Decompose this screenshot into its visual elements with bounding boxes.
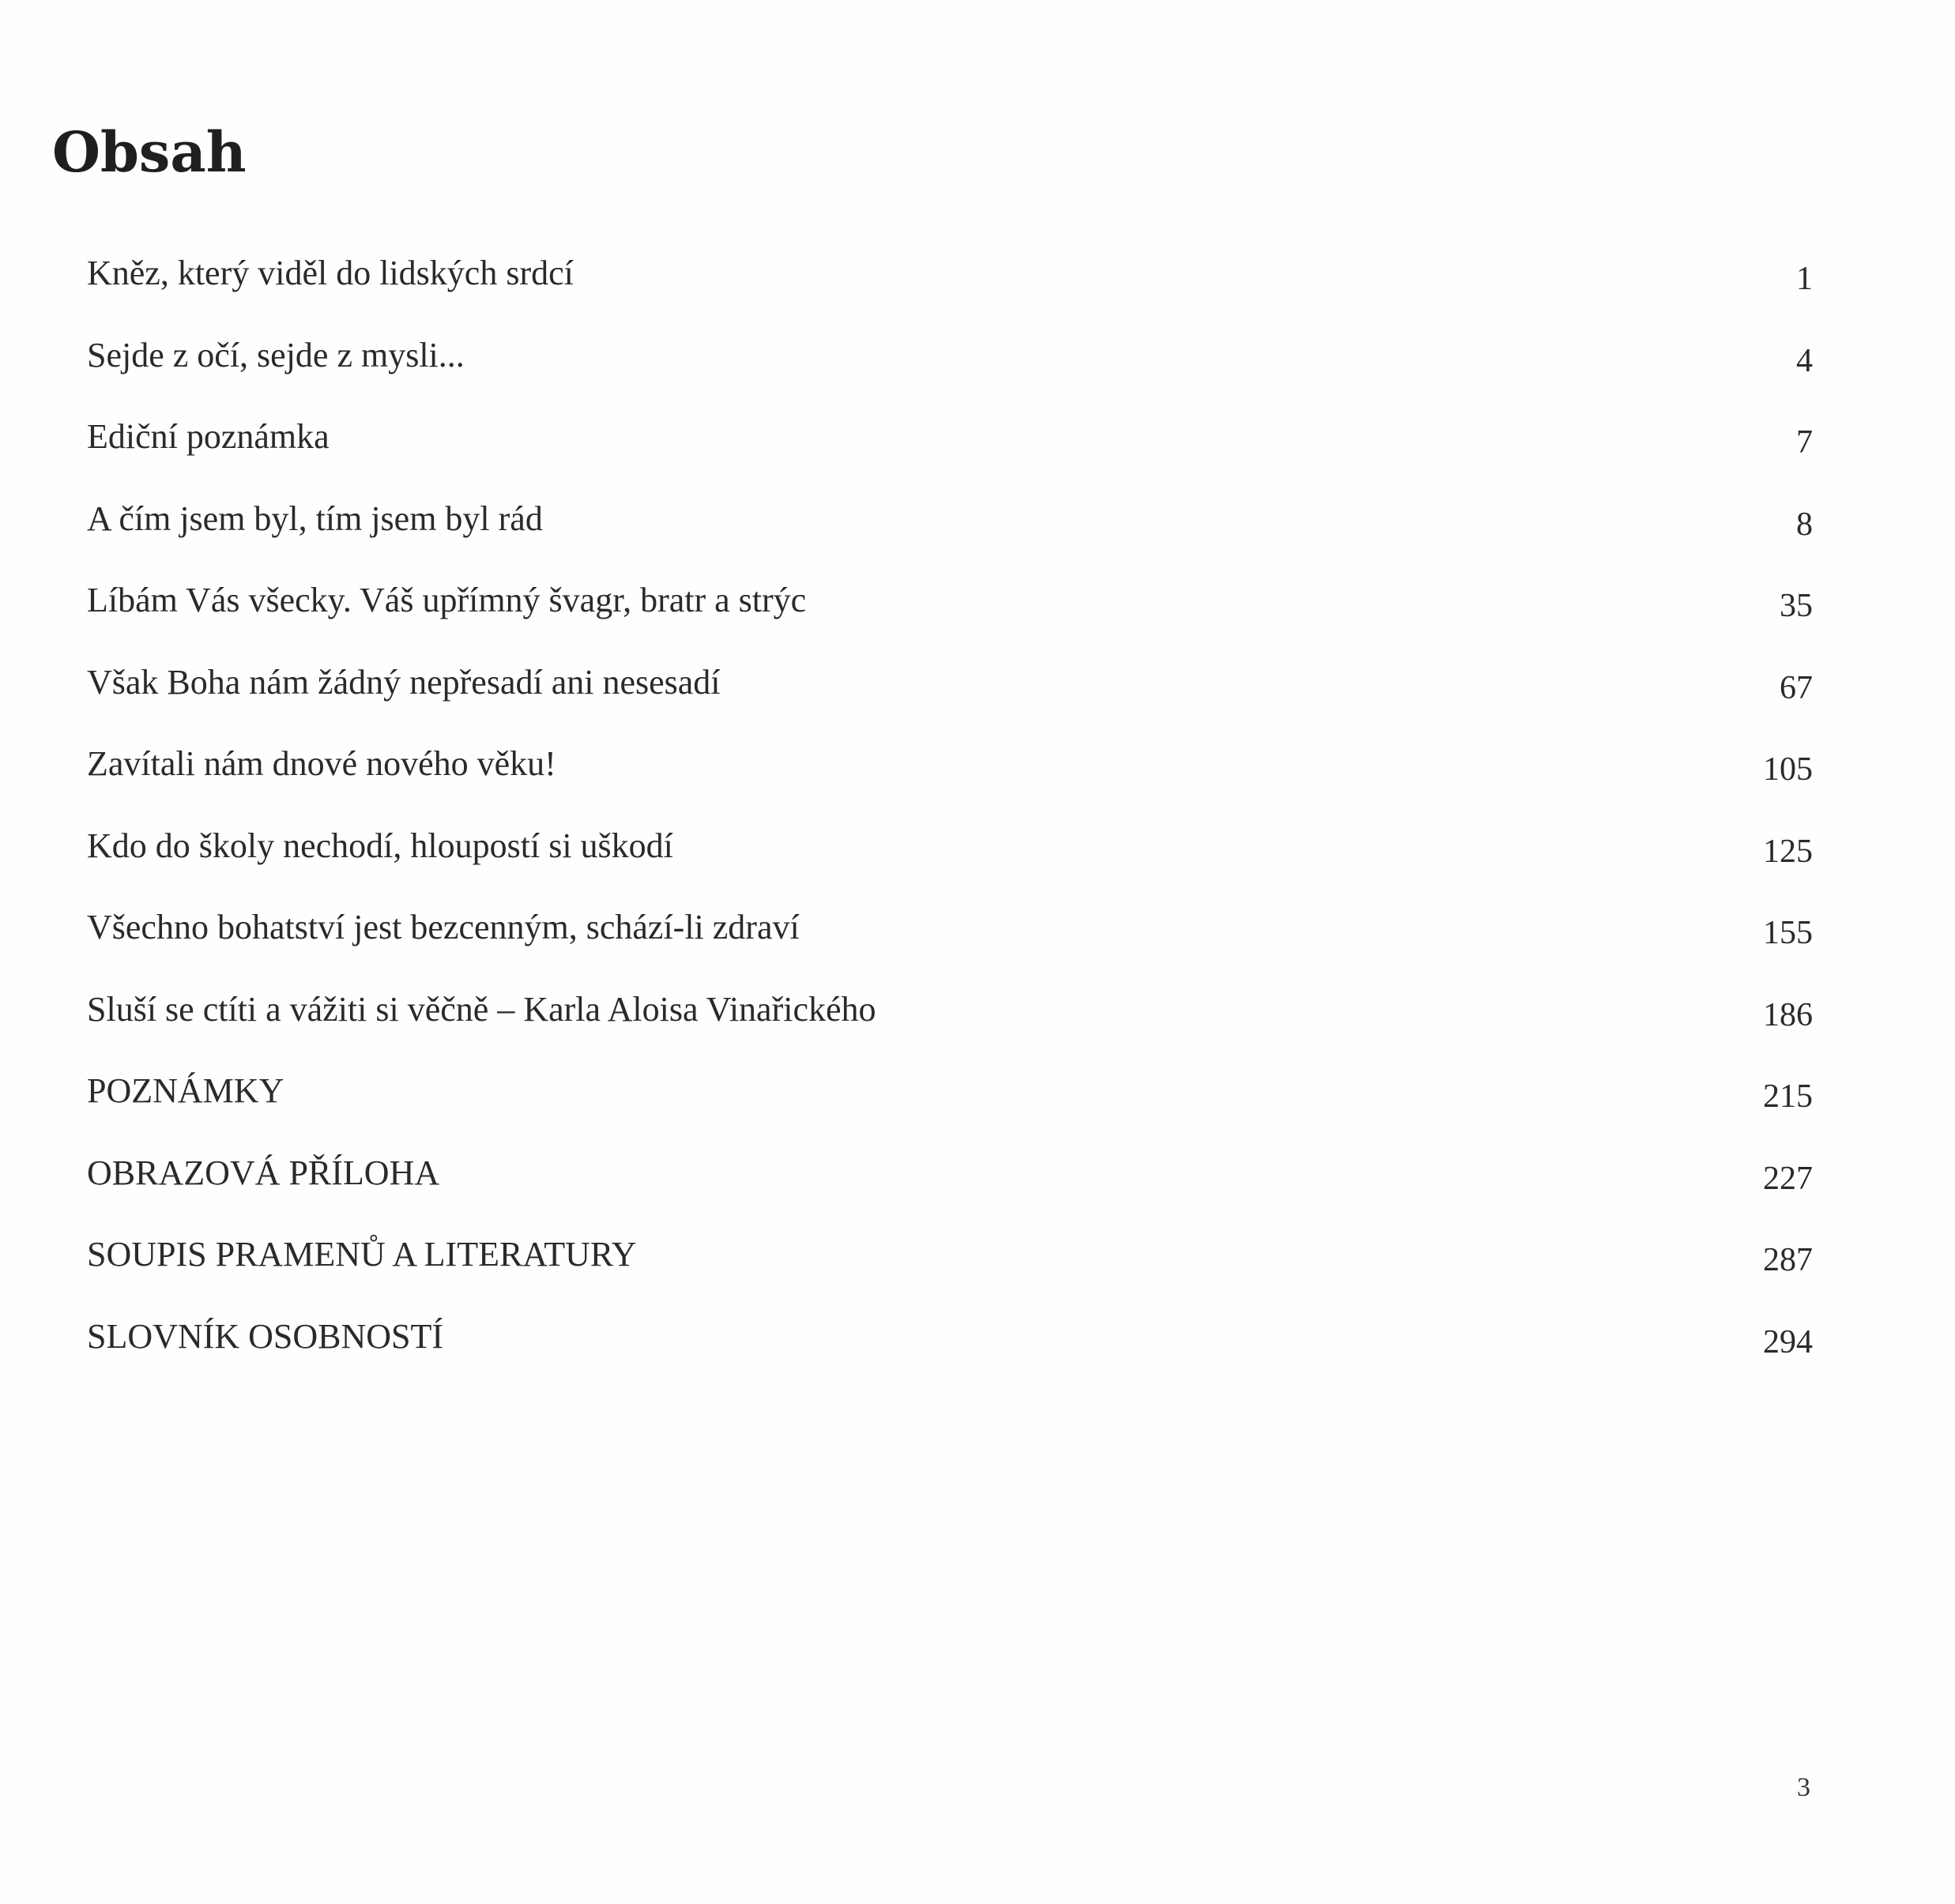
toc-entry-title: Kněz, který viděl do lidských srdcí [87, 254, 574, 292]
toc-entry [87, 662, 1813, 744]
toc-entry-title: Kdo do školy nechodí, hloupostí si uškodí [87, 826, 673, 865]
toc-entry-title: Sejde z očí, sejde z mysli... [87, 335, 465, 374]
toc-entry-title: POZNÁMKY [87, 1071, 284, 1110]
toc-entry-page-number: 67 [1780, 669, 1813, 706]
toc-entry [87, 989, 1813, 1071]
toc-entry [87, 826, 1813, 908]
toc-entry-page-number: 125 [1763, 833, 1813, 870]
toc-entry-page-number: 35 [1780, 588, 1813, 624]
toc-entry [87, 580, 1813, 662]
toc-entry-title: Líbám Vás všecky. Váš upřímný švagr, bratr a strýc [87, 581, 807, 619]
toc-entry [87, 335, 1813, 417]
table-of-contents [87, 253, 1813, 1398]
toc-entry [87, 253, 1813, 335]
toc-entry-page-number: 227 [1763, 1160, 1813, 1197]
toc-entry-title: A čím jsem byl, tím jsem byl rád [87, 499, 543, 538]
toc-entry-title: Všechno bohatství jest bezcenným, schází-li zdraví [87, 908, 800, 946]
toc-entry-page-number: 186 [1763, 996, 1813, 1033]
toc-entry-page-number: 155 [1763, 915, 1813, 951]
toc-entry [87, 416, 1813, 499]
toc-entry-page-number: 287 [1763, 1242, 1813, 1278]
toc-entry-page-number: 4 [1796, 342, 1813, 379]
toc-entry [87, 1071, 1813, 1153]
page-number: 3 [1797, 1773, 1810, 1802]
toc-entry-page-number: 105 [1763, 751, 1813, 788]
toc-entry-title: Zavítali nám dnové nového věku! [87, 744, 556, 783]
toc-entry-title: Sluší se ctíti a vážiti si věčně – Karla Aloisa Vinařického [87, 989, 876, 1029]
toc-entry-page-number: 8 [1796, 506, 1813, 543]
toc-entry [87, 1316, 1813, 1398]
toc-entry [87, 1234, 1813, 1316]
toc-entry-title: Ediční poznámka [87, 417, 330, 456]
toc-entry-title: Však Boha nám žádný nepřesadí ani nesesadí [87, 662, 721, 702]
toc-entry-title: SOUPIS PRAMENŮ A LITERATURY [87, 1235, 637, 1274]
toc-entry-title: OBRAZOVÁ PŘÍLOHA [87, 1153, 440, 1192]
toc-entry [87, 907, 1813, 989]
toc-entry [87, 1153, 1813, 1235]
page-title: Obsah [52, 119, 247, 185]
toc-entry-title: SLOVNÍK OSOBNOSTÍ [87, 1316, 444, 1356]
toc-entry-page-number: 215 [1763, 1078, 1813, 1115]
toc-entry [87, 743, 1813, 826]
toc-entry-page-number: 1 [1796, 261, 1813, 297]
toc-entry [87, 499, 1813, 581]
toc-entry-page-number: 294 [1763, 1323, 1813, 1360]
toc-entry-page-number: 7 [1796, 424, 1813, 461]
